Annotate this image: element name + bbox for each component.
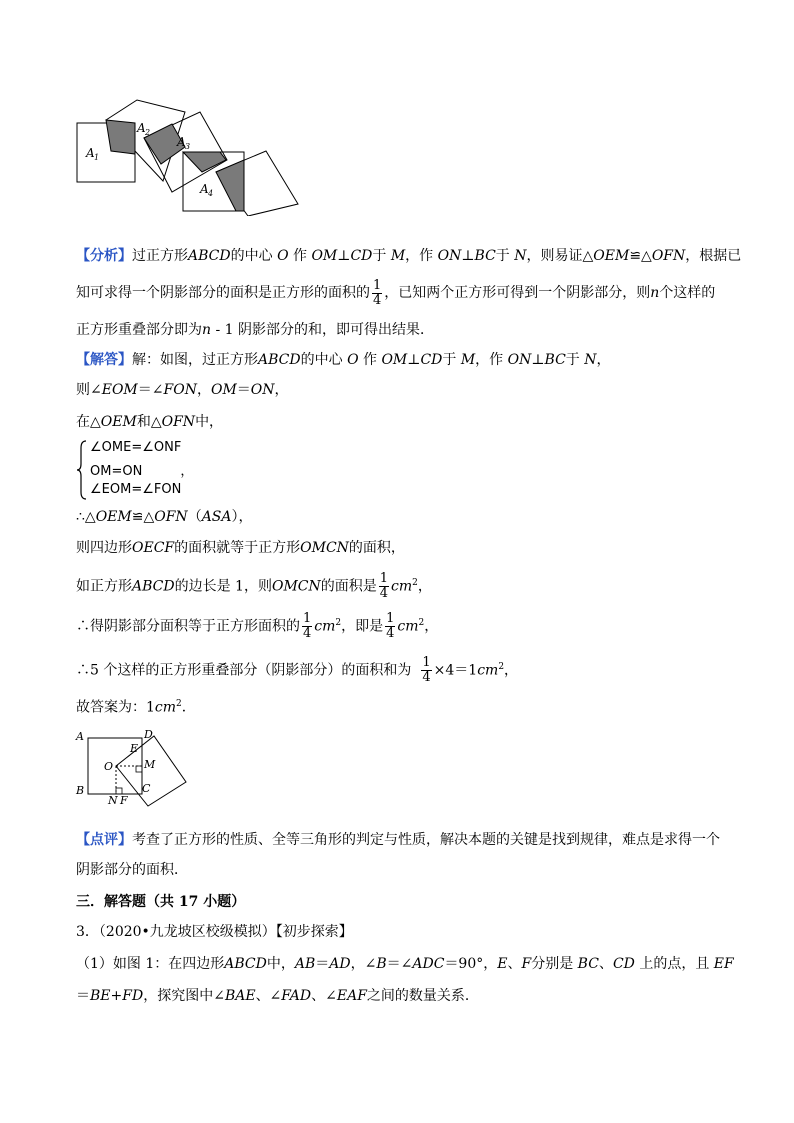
text: ASA (201, 509, 232, 525)
solution-line-8 (76, 650, 518, 684)
text: OEM (100, 414, 137, 430)
analysis-tag: 【分析】 (76, 248, 132, 264)
text: OMCN (271, 578, 321, 595)
text: 上的点，且 (639, 956, 710, 972)
text: （ (187, 509, 202, 525)
question-3-heading: 3．（2020•九龙坡区校级模拟）【初步探索】 (76, 924, 353, 940)
text: ， (596, 352, 611, 368)
text: ≌△ (629, 248, 652, 264)
text: OM (210, 382, 237, 398)
frac-num: 1 (303, 611, 312, 627)
text: ⊥ (531, 352, 545, 368)
text: ． (181, 699, 196, 716)
text: OM (381, 352, 408, 368)
analysis-line-1 (76, 246, 741, 266)
text: ， (504, 662, 519, 679)
text: N (514, 248, 527, 264)
text: ON (250, 382, 275, 398)
text: EAF (336, 988, 367, 1004)
text: ，已知两个正方形可得到一个阴影部分，则 (384, 285, 651, 301)
right-angle-m (136, 766, 142, 772)
label-o: O (104, 760, 114, 773)
text: ABCD (132, 578, 175, 595)
text: OFN (161, 414, 196, 430)
text: FON (163, 382, 197, 398)
text: n (202, 322, 212, 338)
shaded-region-3 (183, 152, 226, 172)
text: ，探究图中∠ (143, 988, 225, 1004)
label-n: N (108, 794, 118, 807)
text: BC (474, 248, 496, 264)
text: 阴影部分的面积． (76, 862, 188, 878)
text: 之间的数量关系． (366, 988, 479, 1004)
text: 、 (507, 956, 522, 972)
comment-line-2 (76, 860, 188, 880)
text: OFN (651, 248, 686, 264)
fraction-quarter (421, 656, 431, 685)
text: ，∠ (350, 956, 377, 972)
frac-den: 4 (422, 670, 431, 686)
text: 中， (266, 956, 295, 972)
label-f: F (120, 794, 128, 807)
text: ，根据已 (685, 248, 742, 264)
label-a3-sub: 3 (185, 142, 191, 151)
text: OECF (132, 540, 175, 556)
text: ＝90°， (444, 956, 498, 972)
frac-num: 1 (379, 571, 389, 587)
text: OM (311, 248, 338, 264)
text: ，即是 (341, 618, 384, 635)
label-e: E (130, 742, 139, 755)
text: CD (350, 248, 373, 264)
text: F (521, 956, 532, 972)
text: ⊥ (407, 352, 421, 368)
text: 于 (495, 248, 510, 264)
solution-line-6 (76, 566, 432, 600)
text: 的面积， (348, 540, 405, 556)
text: BC (544, 352, 566, 368)
text: 作 (363, 352, 377, 368)
text: EF (713, 956, 734, 972)
text: ×4＝1 (433, 662, 478, 679)
text: 个这样的 (659, 285, 716, 301)
text: 、∠ (311, 988, 337, 1004)
text: ⊥ (461, 248, 475, 264)
text: 考查了正方形的性质、全等三角形的判定与性质，解决本题的关键是找到规律，难点是求得一个 (132, 832, 720, 848)
text: FD (122, 988, 144, 1004)
text: ∴5 个这样的正方形重叠部分（阴影部分）的面积和为 (76, 662, 412, 679)
text: n (650, 285, 660, 301)
superscript: 2 (335, 618, 342, 628)
text: M (390, 248, 406, 264)
text: AD (329, 956, 351, 972)
shaded-region-4 (216, 160, 244, 211)
text: ，作 (405, 248, 434, 264)
text: OEM (593, 248, 630, 264)
text: 分别是 (531, 956, 574, 972)
text: 的边长是 1，则 (174, 578, 272, 595)
text: cm (391, 578, 413, 595)
text: 、∠ (255, 988, 282, 1004)
label-a2-sub: 2 (145, 128, 151, 137)
text: BE (90, 988, 111, 1004)
text: O (277, 248, 289, 264)
text: ∴△ (76, 509, 96, 525)
superscript: 2 (176, 699, 182, 709)
text: cm (397, 618, 419, 635)
equation-row-1: ∠OME=∠ONF (90, 440, 182, 455)
text: OM=ON (90, 464, 143, 479)
text: ＝∠ (386, 956, 413, 972)
text: 的面积是 (320, 578, 377, 595)
shaded-region-1 (106, 120, 135, 154)
fraction-quarter (372, 279, 382, 308)
label-a4: A (200, 182, 209, 196)
equation-row-2 (90, 460, 193, 479)
frac-num: 1 (373, 277, 382, 293)
text: cm (154, 699, 177, 716)
text: + (110, 988, 123, 1004)
text: 中， (195, 414, 224, 430)
question-3-line-2 (76, 986, 479, 1006)
analysis-line-2 (76, 276, 715, 310)
frac-den: 4 (386, 626, 395, 642)
fraction-quarter (302, 612, 312, 641)
text: OMCN (300, 540, 349, 556)
text: ABCD (224, 956, 267, 972)
text: 则∠ (76, 382, 102, 398)
text: ＝ (236, 382, 251, 398)
text: B (376, 956, 387, 972)
figure-square-construction (74, 726, 194, 808)
label-c: C (142, 782, 151, 795)
text: 如正方形 (76, 578, 132, 595)
text: 于 (442, 352, 457, 368)
text: - 1 阴影部分的和，即可得出结果． (211, 322, 435, 338)
superscript: 2 (412, 578, 418, 588)
fraction-quarter (385, 612, 395, 641)
solution-line-4 (76, 507, 253, 527)
superscript: 2 (498, 662, 505, 672)
text: （1）如图 1：在四边形 (76, 956, 225, 972)
text: 的面积就等于正方形 (174, 540, 301, 556)
text: ABCD (188, 248, 231, 264)
text: ＝∠ (137, 382, 164, 398)
text: cm (477, 662, 499, 679)
frac-num: 1 (422, 655, 431, 671)
solution-line-1 (76, 350, 611, 370)
text: ， (417, 578, 432, 595)
text: ≌△ (131, 509, 155, 525)
solution-line-5 (76, 538, 405, 558)
text: 知可求得一个阴影部分的面积是正方形的面积的 (76, 285, 370, 301)
solution-line-2 (76, 380, 289, 400)
question-3-line-1 (76, 954, 734, 974)
text: ∴得阴影部分面积等于正方形面积的 (76, 618, 300, 635)
label-m: M (144, 758, 156, 771)
comment-tag: 【点评】 (76, 832, 132, 848)
text: ON (437, 248, 462, 264)
superscript: 2 (418, 618, 425, 628)
label-a2: A (137, 121, 146, 135)
text: OFN (154, 509, 188, 525)
solution-tag: 【解答】 (76, 352, 132, 368)
text: O (347, 352, 359, 368)
text: EOM (101, 382, 138, 398)
text: ， (424, 618, 439, 635)
label-a: A (76, 730, 84, 743)
text: ， (274, 382, 289, 398)
text: N (584, 352, 597, 368)
text: 于 (565, 352, 580, 368)
label-d: D (144, 728, 153, 741)
frac-den: 4 (379, 586, 389, 602)
label-a1-sub: 1 (94, 153, 100, 162)
frac-den: 4 (373, 292, 382, 308)
label-a1: A (86, 146, 95, 160)
text: BC (577, 956, 599, 972)
text: 、 (598, 956, 613, 972)
text: ＝ (76, 988, 90, 1004)
text: ⊥ (337, 248, 351, 264)
text: 作 (293, 248, 307, 264)
analysis-line-3 (76, 320, 434, 340)
text: CD (420, 352, 443, 368)
brace-icon (76, 440, 88, 500)
text: CD (612, 956, 635, 972)
label-b: B (76, 784, 85, 797)
section-title: 三．解答题（共 17 小题） (76, 894, 246, 910)
text: ABCD (258, 352, 301, 368)
label-a3: A (177, 135, 186, 149)
text: OEM (95, 509, 132, 525)
text: 过正方形 (132, 248, 188, 264)
text: ADC (412, 956, 445, 972)
text: ， (196, 382, 211, 398)
text: ，作 (475, 352, 504, 368)
text: 则四边形 (76, 540, 132, 556)
frac-num: 1 (386, 611, 395, 627)
solution-line-9 (76, 694, 196, 718)
solution-line-7 (76, 606, 438, 640)
text: ）， (231, 509, 253, 525)
text: ON (507, 352, 532, 368)
comment-line-1 (76, 830, 720, 850)
text: 正方形重叠部分即为 (76, 322, 202, 338)
text: 和△ (136, 414, 162, 430)
text: ，则易证△ (526, 248, 594, 264)
text: BAE (224, 988, 256, 1004)
text: FAD (281, 988, 312, 1004)
text: 在△ (76, 414, 101, 430)
text: cm (314, 618, 336, 635)
text: 于 (372, 248, 387, 264)
text: ， (180, 464, 194, 479)
text: E (497, 956, 508, 972)
frac-den: 4 (303, 626, 312, 642)
text: 的中心 (230, 248, 273, 264)
equation-row-3: ∠EOM=∠FON (90, 482, 182, 497)
text: AB (294, 956, 316, 972)
text: 故答案为：1 (76, 699, 155, 716)
text: 解：如图，过正方形 (132, 352, 258, 368)
solution-line-3 (76, 412, 223, 432)
label-a4-sub: 4 (208, 189, 214, 198)
figure-overlapping-squares (76, 96, 306, 216)
text: ＝ (315, 956, 330, 972)
text: 的中心 (300, 352, 343, 368)
fraction-quarter (379, 572, 389, 601)
text: M (460, 352, 476, 368)
